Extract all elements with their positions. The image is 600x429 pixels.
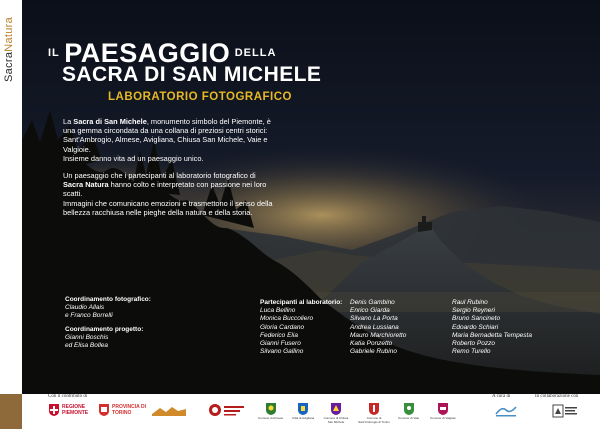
photo-coordination-heading: Coordinamento fotografico: [65,296,151,303]
participant-name: Roberto Pozzo [452,340,495,348]
intro-p1-post: , monumento simbolo del Piemonte, è una gemma circondata da una collana di preziosi centri storici: Sant'Ambrogio, Almese, Avigliana, Chiusa San Michele, Vaie e Valgioie. [63,117,271,154]
comune-caption: Comune di Chiusa San Michele [323,416,349,424]
title-connector: DELLA [234,47,277,59]
side-color-bar [0,394,22,429]
intro-paragraph-2 [63,171,273,217]
intro-paragraph-1 [63,117,273,163]
participants-heading: Partecipanti al laboratorio: [260,299,343,306]
participant-name: Bruno Sancineto [452,315,501,323]
sponsor-footer [22,394,600,429]
participant-name: Maria Bernadetta Tempesta [452,331,532,339]
project-coordinator: Gianni Boschis [65,333,109,341]
intro-p1-end: Insieme danno vita ad un paesaggio unico. [63,153,204,163]
participant-name: Raul Rubino [452,299,488,306]
regione-crest-icon [48,403,60,417]
participant-name: Silvano La Porta [350,315,398,323]
participant-name: Gabriele Rubino [350,348,397,356]
intro-text [63,117,273,225]
contributo-label: Con il contributo di [48,394,88,399]
side-strip [0,0,22,394]
participant-name: Federico Elia [260,331,298,339]
participant-name: Gianni Fusero [260,340,301,348]
curator-mark-icon [494,404,518,418]
brand-part-b: Natura [3,16,15,52]
partner-mark-icon [152,406,186,416]
collaborator-logo [552,404,578,418]
participant-name: Luca Bellino [260,307,296,315]
participant-name: Gloria Cardano [260,323,305,331]
participants-column-3 [452,299,572,356]
comune-caption: Comune di Vaie [398,416,420,420]
provincia-crest-icon [98,403,110,417]
project-coordinator: ed Elisa Bollea [65,342,108,350]
photo-coordinator: e Franco Borrelli [65,312,113,320]
comune-crest-icon [330,402,342,416]
comune-avigliana-logo [292,402,314,421]
participants-column-1 [260,299,360,356]
comune-crest-icon [403,402,415,416]
title-line-2: SACRA DI SAN MICHELE [62,63,322,86]
title-prefix: IL [48,47,60,59]
participants-column-2 [350,299,450,356]
intro-p1-bold: Sacra di San Michele [73,117,147,126]
provincia-torino-logo [98,403,150,417]
participant-name: Katia Ponzetto [350,340,393,348]
comune-crest-icon [368,402,380,416]
comune-caption: Comune di Almese [258,416,284,420]
regione-label: REGIONE PIEMONTE [62,404,89,416]
partner-text-mark-icon [224,404,244,416]
collaborator-mark-icon [552,404,578,418]
provincia-label: PROVINCIA DI TORINO [112,404,146,416]
coordination-credits [65,296,195,355]
comune-caption: Comune di Sant'Ambrogio di Torino [358,416,390,424]
comune-valgioie-logo [430,402,456,421]
participant-name: Enrico Giarda [350,307,390,315]
comune-santambrogio-logo [358,402,390,424]
comune-chiusa-logo [322,402,350,424]
comune-caption: Città di Avigliana [292,416,315,420]
participant-name: Monica Buccoliero [260,315,314,323]
intro-p2-end: Immagini che comunicano emozioni e trasmettono il senso della bellezza racchiusa nelle pieghe della natura e della storia. [63,198,273,217]
participant-name: Andrea Lussiana [350,323,399,331]
regione-piemonte-logo [48,403,92,417]
intro-p2-pre: Un paesaggio che i partecipanti al laboratorio fotografico di [63,171,256,181]
participant-name: Edoardo Schiari [452,323,499,331]
poster-photo [22,0,600,394]
participant-name: Remo Turello [452,348,491,356]
intro-p2-bold: Sacra Natura [63,180,109,190]
title-main: PAESAGGIO [64,38,231,68]
brand-logo [3,17,15,82]
comune-crest-icon [297,402,309,416]
brand-part-a: Sacra [3,51,15,82]
intro-p2-post: hanno colto e interpretato con passione nei loro scatti. [63,180,267,199]
medallion-icon [208,403,222,417]
comune-vaie-logo [398,402,419,421]
participant-name: Mauro Marchioretto [350,331,407,339]
comune-caption: Comune di Valgioie [430,416,456,420]
project-coordination-heading: Coordinamento progetto: [65,325,144,333]
comune-almese-logo [258,402,283,421]
photo-coordinator: Claudio Allais [65,304,105,312]
participant-name: Sergio Reyneri [452,307,495,315]
intro-p1-pre: La [63,117,74,126]
participant-name: Denis Gambino [350,299,395,306]
partner-logo-2 [208,403,244,417]
curator-logo [494,404,518,418]
participant-name: Silvano Gallino [260,348,304,356]
cura-label: A cura di [492,394,511,399]
collaborazione-label: In collaborazione con [535,394,579,399]
subtitle: LABORATORIO FOTOGRAFICO [108,91,292,103]
comune-crest-icon [437,402,449,416]
comune-crest-icon [265,402,277,416]
partner-logo-1 [152,406,186,416]
